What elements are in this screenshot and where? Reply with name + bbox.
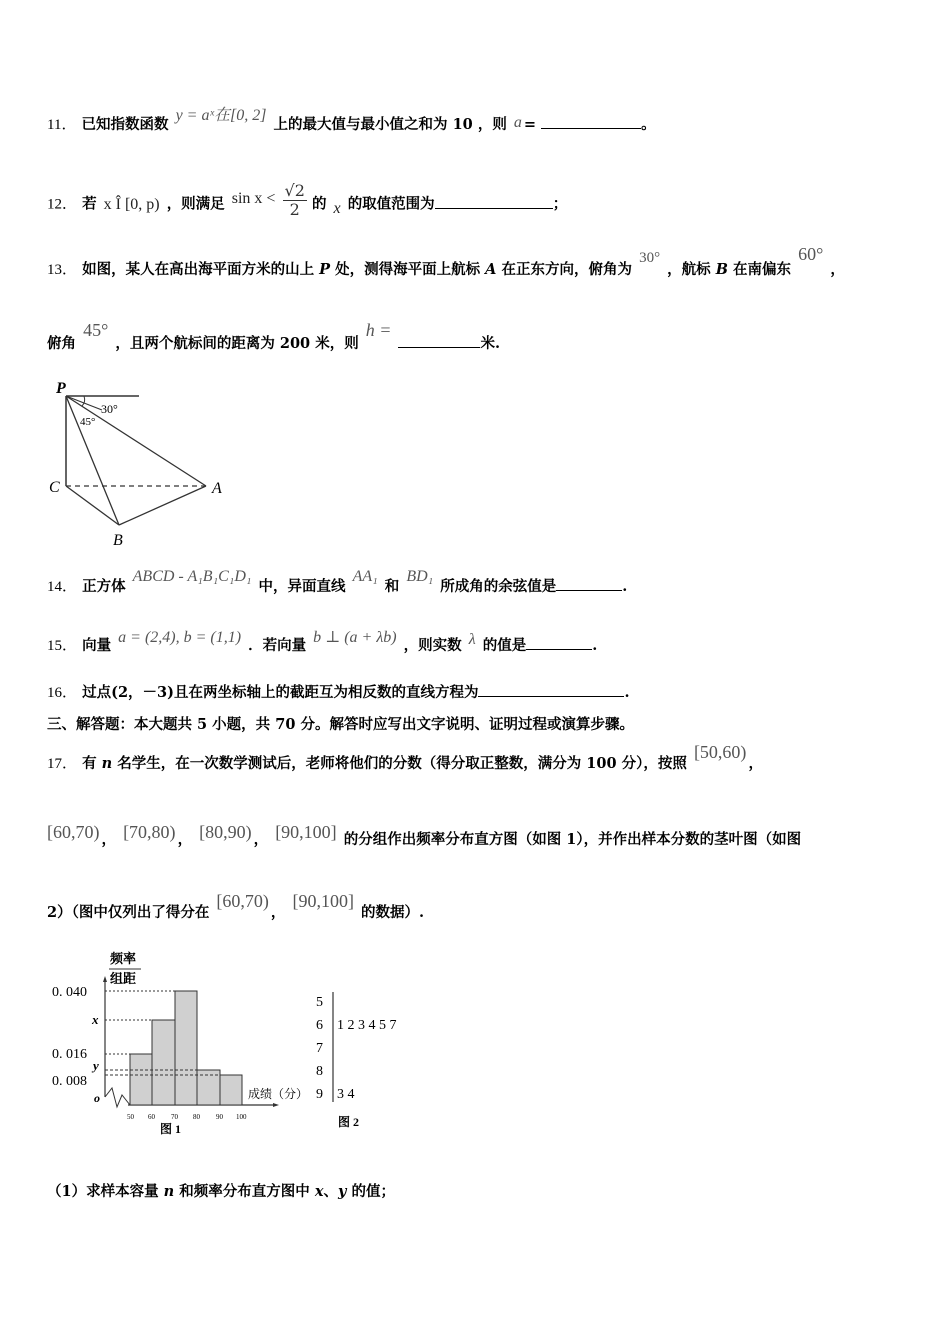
xtick-90: 90 <box>216 1113 223 1121</box>
question-17 <box>47 742 763 774</box>
math-expression: a = (2,4), b = (1,1) <box>118 629 242 646</box>
question-17-line-3 <box>47 891 425 923</box>
math-variable: a <box>513 114 522 131</box>
math-variable: x <box>333 199 341 217</box>
stem-leaf-plot <box>310 990 430 1135</box>
label-A: A <box>212 480 222 497</box>
question-number: 14． <box>47 579 78 595</box>
question-16 <box>47 682 630 703</box>
interval: [70,80) <box>123 822 176 842</box>
question-number: 12． <box>47 196 78 213</box>
stem-6: 6 <box>316 1018 323 1033</box>
figure-2-stem-leaf <box>310 990 430 1135</box>
question-text: = <box>523 116 537 133</box>
bar-90-100 <box>220 1075 242 1105</box>
stem-5: 5 <box>316 995 323 1010</box>
answer-blank[interactable] <box>478 682 624 697</box>
fraction-numerator: √2 <box>284 181 305 200</box>
ytick-x: x <box>92 1012 99 1027</box>
question-text: ，且两个航标间的距离为 200 米，则 <box>115 335 359 352</box>
question-text: 的值是 <box>482 637 527 654</box>
answer-blank[interactable] <box>398 333 480 348</box>
ytick-0-016: 0. 016 <box>52 1047 87 1062</box>
pyramid-diagram <box>44 375 244 555</box>
label-B: B <box>113 532 123 549</box>
ytick-0-040: 0. 040 <box>52 985 87 1000</box>
question-text: 中，异面直线 <box>258 578 346 595</box>
question-value: 10 <box>452 116 473 133</box>
math-variable: n <box>101 755 113 772</box>
punctuation: . <box>624 684 630 701</box>
question-text: 和 <box>384 578 400 595</box>
fraction <box>283 182 307 219</box>
stem-9: 9 <box>316 1087 323 1102</box>
question-number: 15． <box>47 638 78 654</box>
question-text: 的值； <box>351 1183 395 1200</box>
bar-70-80 <box>175 991 197 1105</box>
question-14 <box>47 568 628 597</box>
fraction-denominator: 2 <box>289 200 300 219</box>
answer-blank[interactable] <box>435 194 553 209</box>
bar-50-60 <box>130 1054 152 1105</box>
question-text: 若 <box>82 195 97 213</box>
math-variable: λ <box>468 631 476 648</box>
question-13-line-2 <box>47 320 501 354</box>
interval: [60,70) <box>216 891 269 911</box>
ytick-y: y <box>93 1058 99 1073</box>
question-text: 正方体 <box>82 578 126 595</box>
section-3-heading <box>47 715 634 735</box>
question-17-line-2 <box>47 822 802 850</box>
question-15 <box>47 629 598 656</box>
question-number: 11． <box>47 117 77 133</box>
question-text: ，则 <box>477 116 507 133</box>
point-label: B <box>715 261 728 278</box>
punctuation: 、 <box>323 1183 338 1200</box>
question-17-part-1 <box>47 1182 395 1202</box>
question-text: ．若向量 <box>248 637 307 654</box>
math-variable: x <box>314 1183 324 1200</box>
punctuation: 。 <box>641 116 656 133</box>
math-expression: sin x < <box>231 189 276 207</box>
question-number: 17． <box>47 756 78 772</box>
punctuation: ， <box>748 755 763 772</box>
xtick-100: 100 <box>236 1113 247 1121</box>
answer-blank[interactable] <box>541 114 641 129</box>
figure-13-diagram <box>44 375 244 555</box>
label-C: C <box>49 479 60 496</box>
math-expression: h = <box>365 320 392 340</box>
question-text: 2）（图中仅列出了得分在 <box>47 904 210 921</box>
leaves-6: 1 2 3 4 5 7 <box>337 1018 397 1033</box>
punctuation: ， <box>253 831 269 848</box>
punctuation: . <box>622 578 628 595</box>
question-text: 处，测得海平面上航标 <box>335 261 481 278</box>
figure-2-caption: 图 2 <box>338 1115 360 1129</box>
question-text: 的分组作出频率分布直方图（如图 1），并作出样本分数的茎叶图（如图 <box>343 831 802 848</box>
question-text: 所成角的余弦值是 <box>440 578 557 595</box>
math-expression: x Î [0, p) <box>103 195 160 213</box>
answer-blank[interactable] <box>556 576 622 591</box>
punctuation: ， <box>270 904 286 921</box>
ylabel-denominator: 组距 <box>110 971 137 986</box>
question-12 <box>47 181 568 223</box>
question-text: 俯角 <box>47 335 76 352</box>
interval: [90,100] <box>292 891 354 911</box>
question-text: ，航标 <box>667 261 711 278</box>
question-text: 有 <box>82 755 97 772</box>
punctuation: ， <box>177 831 193 848</box>
xtick-80: 80 <box>193 1113 200 1121</box>
math-expression: BD₁ <box>406 568 434 585</box>
question-text: 的 <box>311 195 327 213</box>
punctuation: ， <box>101 831 116 848</box>
punctuation: ； <box>552 195 568 213</box>
figure-1-caption: 图 1 <box>160 1122 182 1135</box>
bar-60-70 <box>152 1020 175 1105</box>
ylabel-numerator: 频率 <box>110 951 137 966</box>
xtick-70: 70 <box>171 1113 178 1121</box>
question-text: 在正东方向，俯角为 <box>501 261 632 278</box>
question-11 <box>47 107 656 135</box>
figure-1-histogram <box>50 945 310 1135</box>
histogram-chart <box>50 945 310 1135</box>
question-text: 的数据）. <box>361 904 425 921</box>
answer-blank[interactable] <box>526 635 592 650</box>
math-expression: ABCD - A₁B₁C₁D₁ <box>132 568 252 585</box>
label-angle-30: 30° <box>101 402 118 416</box>
question-13 <box>47 244 845 280</box>
xtick-60: 60 <box>148 1113 155 1121</box>
interval: [60,70) <box>47 822 100 842</box>
question-text: 名学生，在一次数学测试后，老师将他们的分数（得分取正整数，满分为 100 分），按照 <box>117 755 687 772</box>
question-text: 在南偏东 <box>733 261 792 278</box>
math-variable: n <box>163 1183 175 1200</box>
section-heading-text: 三、解答题：本大题共 5 小题，共 70 分。解答时应写出文字说明、证明过程或演算步骤。 <box>47 716 634 733</box>
question-text: 向量 <box>82 637 112 654</box>
math-expression: b ⊥ (a + λb) <box>313 629 397 646</box>
point-label: A <box>485 261 497 278</box>
question-text: 已知指数函数 <box>81 116 169 133</box>
math-variable: y <box>337 1183 347 1200</box>
question-text: ， <box>830 261 845 278</box>
question-text: 和频率分布直方图中 <box>179 1183 310 1200</box>
stem-7: 7 <box>316 1041 323 1056</box>
angle-value: 45° <box>83 320 109 340</box>
interval: [90,100] <box>275 822 337 842</box>
punctuation: . <box>592 637 598 654</box>
question-text: 米. <box>480 335 501 352</box>
label-angle-45: 45° <box>80 416 96 428</box>
ytick-0-008: 0. 008 <box>52 1074 87 1089</box>
question-text: 过点(2，－3)且在两坐标轴上的截距互为相反数的直线方程为 <box>82 684 479 701</box>
origin-label: o <box>94 1091 100 1105</box>
question-number: 16． <box>47 685 78 701</box>
question-text: 如图，某人在高出海平面方米的山上 <box>82 261 315 278</box>
question-text: 的取值范围为 <box>347 195 435 213</box>
angle-value: 30° <box>639 250 661 266</box>
math-expression: AA₁ <box>352 568 378 585</box>
xtick-50: 50 <box>127 1113 134 1121</box>
leaves-9: 3 4 <box>337 1087 355 1102</box>
interval: [80,90) <box>199 822 252 842</box>
label-P: P <box>56 380 66 397</box>
angle-value: 60° <box>798 244 824 264</box>
stem-8: 8 <box>316 1064 323 1079</box>
interval: [50,60) <box>693 742 747 762</box>
question-text: ，则实数 <box>403 637 462 654</box>
question-text: 上的最大值与最小值之和为 <box>273 116 448 133</box>
question-text: （1）求样本容量 <box>47 1183 159 1200</box>
question-text: ，则满足 <box>166 195 225 213</box>
point-label: P <box>319 261 331 278</box>
math-expression: y = aˣ在[0, 2] <box>175 107 267 124</box>
question-number: 13． <box>47 262 78 278</box>
xlabel: 成绩（分） <box>248 1087 309 1101</box>
